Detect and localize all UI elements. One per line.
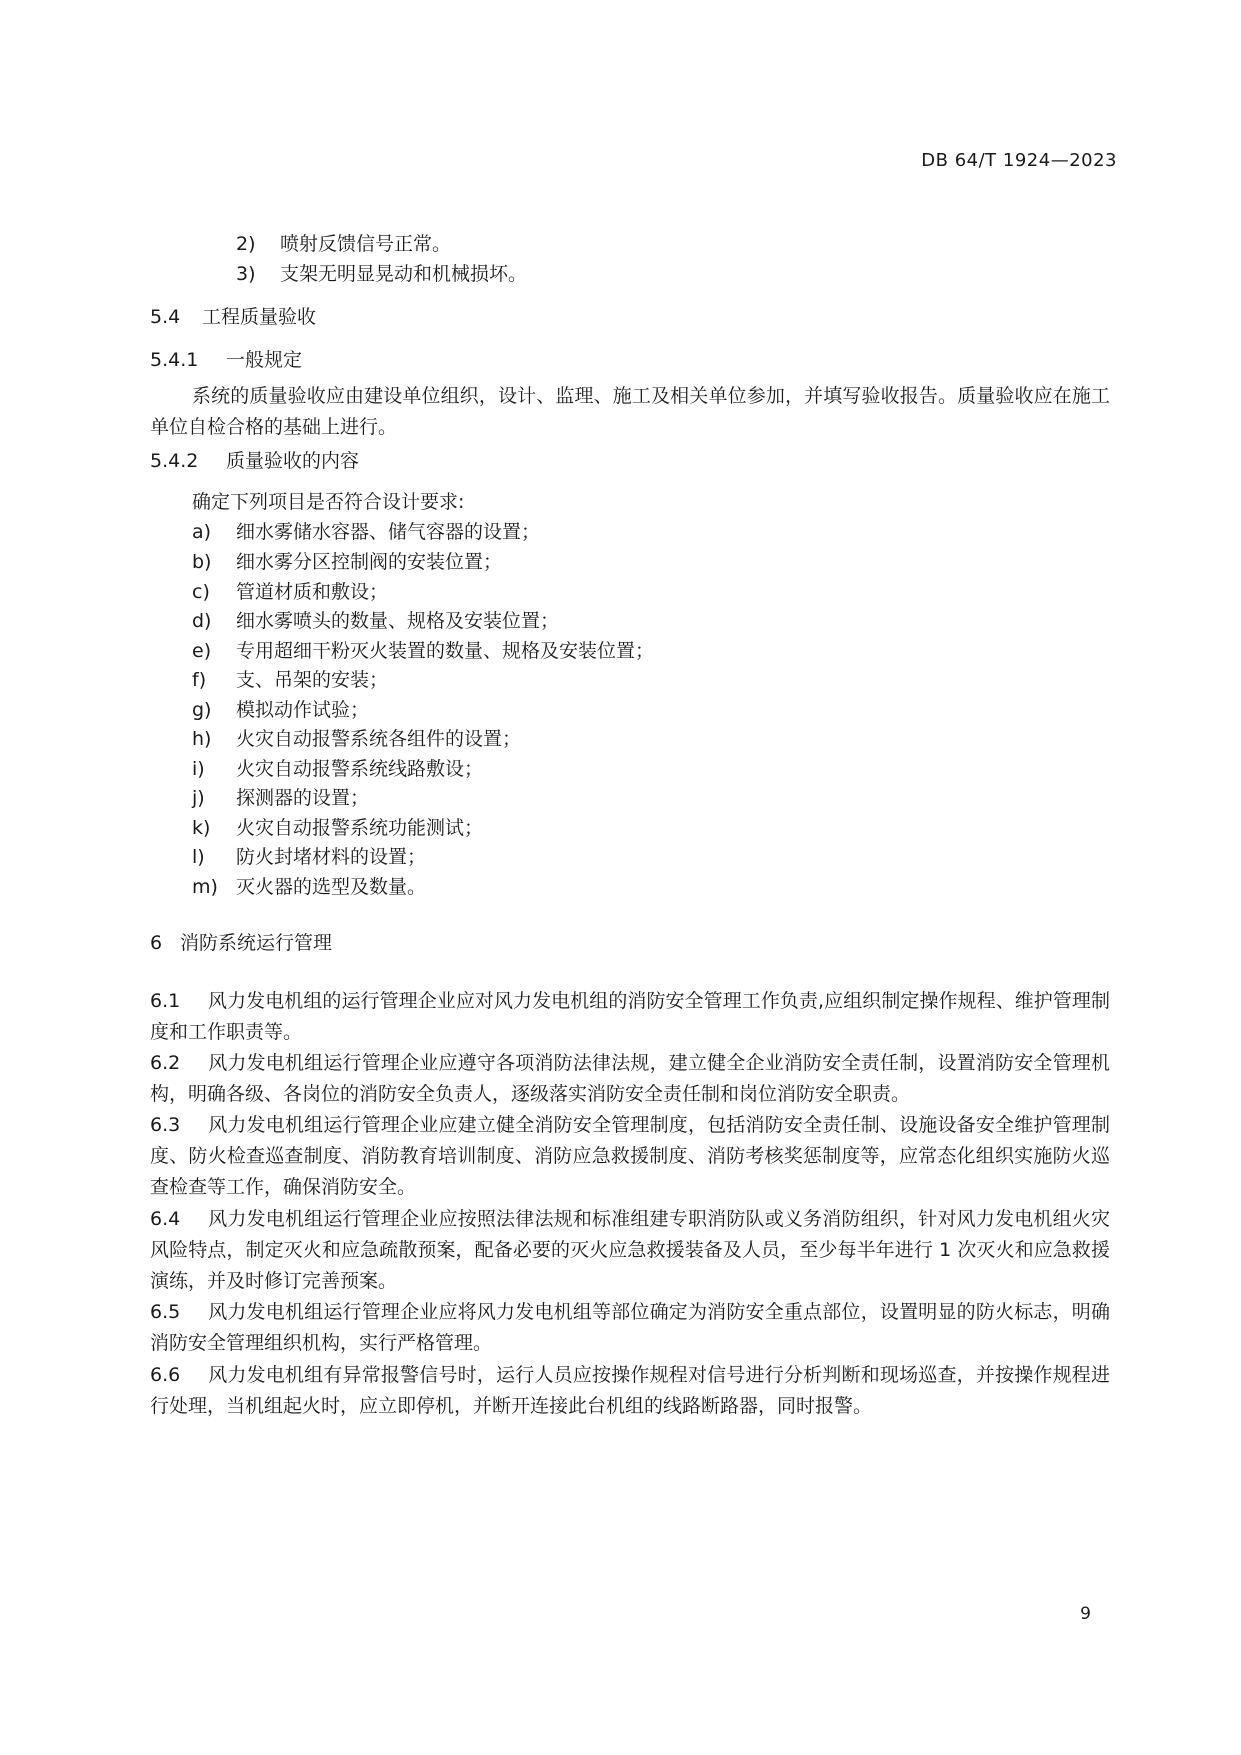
list-item-number: 2) bbox=[236, 233, 256, 255]
clause-6-5 bbox=[150, 1297, 1110, 1359]
section-number: 5.4.2 bbox=[150, 450, 199, 472]
list-item-number: h) bbox=[192, 728, 212, 750]
clause-number: 6.1 bbox=[150, 990, 181, 1012]
list-item bbox=[192, 842, 426, 869]
clause-6-6 bbox=[150, 1360, 1110, 1422]
list-item-number: 3) bbox=[236, 263, 256, 285]
clause-number: 6.2 bbox=[150, 1052, 181, 1074]
list-item bbox=[192, 872, 426, 899]
list-item-number: i) bbox=[192, 758, 205, 780]
list-item bbox=[192, 695, 369, 722]
list-item bbox=[236, 229, 451, 256]
list-item bbox=[192, 754, 483, 781]
list-item-number: k) bbox=[192, 817, 211, 839]
section-heading-5-4 bbox=[150, 302, 316, 329]
list-item-text: 火灾自动报警系统功能测试； bbox=[236, 817, 484, 839]
list-item bbox=[192, 813, 483, 840]
list-item bbox=[192, 783, 369, 810]
list-item-text: 管道材质和敷设； bbox=[236, 581, 389, 603]
list-item-number: f) bbox=[192, 669, 207, 691]
clause-text: 风力发电机组运行管理企业应建立健全消防安全管理制度，包括消防安全责任制、设施设备安全维护管理制度、防火检查巡查制度、消防教育培训制度、消防应急救援制度、消防考核奖惩制度等，应常态化组织实施防火巡查检查等工作，确保消防安全。 bbox=[150, 1114, 1110, 1198]
list-item-text: 细水雾喷头的数量、规格及安装位置； bbox=[236, 610, 560, 632]
list-item bbox=[192, 606, 559, 633]
list-item-number: m) bbox=[192, 876, 218, 898]
section-number: 5.4 bbox=[150, 306, 181, 328]
list-item bbox=[192, 547, 502, 574]
list-item-text: 模拟动作试验； bbox=[236, 699, 370, 721]
section-number: 5.4.1 bbox=[150, 349, 199, 371]
clause-6-3 bbox=[150, 1110, 1110, 1203]
list-item-number: g) bbox=[192, 699, 212, 721]
clause-number: 6.4 bbox=[150, 1208, 181, 1230]
list-item-number: e) bbox=[192, 640, 212, 662]
list-item-number: b) bbox=[192, 551, 212, 573]
list-item bbox=[236, 259, 527, 286]
list-item-number: d) bbox=[192, 610, 212, 632]
clause-number: 6.5 bbox=[150, 1301, 181, 1323]
section-heading-5-4-2 bbox=[150, 446, 359, 473]
paragraph-general-rules: 系统的质量验收应由建设单位组织，设计、监理、施工及相关单位参加，并填写验收报告。质量验收应在施工单位自检合格的基础上进行。 bbox=[150, 385, 1110, 438]
list-item-text: 支架无明显晃动和机械损坏。 bbox=[280, 263, 528, 285]
clause-number: 6.6 bbox=[150, 1364, 181, 1386]
list-item-text: 火灾自动报警系统各组件的设置； bbox=[236, 728, 522, 750]
list-item-text: 探测器的设置； bbox=[236, 787, 370, 809]
section-title: 一般规定 bbox=[226, 349, 303, 371]
section-heading-5-4-1 bbox=[150, 345, 302, 372]
clause-text: 风力发电机组运行管理企业应将风力发电机组等部位确定为消防安全重点部位，设置明显的防火标志，明确消防安全管理组织机构，实行严格管理。 bbox=[150, 1301, 1110, 1354]
clause-number: 6.3 bbox=[150, 1114, 181, 1136]
list-item-number: a) bbox=[192, 521, 212, 543]
list-item bbox=[192, 636, 654, 663]
list-item-number: j) bbox=[192, 787, 205, 809]
list-item-text: 细水雾储水容器、储气容器的设置； bbox=[236, 521, 541, 543]
list-item-text: 火灾自动报警系统线路敷设； bbox=[236, 758, 484, 780]
page-number: 9 bbox=[1080, 1604, 1091, 1624]
chapter-title: 消防系统运行管理 bbox=[180, 932, 333, 954]
list-item bbox=[192, 517, 540, 544]
section-title: 工程质量验收 bbox=[202, 306, 317, 328]
list-item-text: 喷射反馈信号正常。 bbox=[280, 233, 452, 255]
list-item bbox=[192, 577, 388, 604]
section-title: 质量验收的内容 bbox=[226, 450, 360, 472]
clause-text: 风力发电机组运行管理企业应按照法律法规和标准组建专职消防队或义务消防组织，针对风力发电机组火灾风险特点，制定灭火和应急疏散预案，配备必要的灭火应急救援装备及人员，至少每半年进行 1 次灭火和应急救援演练，并及时修订完善预案。 bbox=[150, 1208, 1110, 1292]
list-item-text: 细水雾分区控制阀的安装位置； bbox=[236, 551, 503, 573]
list-item-number: l) bbox=[192, 846, 205, 868]
list-item-text: 支、吊架的安装； bbox=[236, 669, 389, 691]
chapter-heading-6 bbox=[150, 928, 332, 955]
clause-6-1 bbox=[150, 986, 1110, 1048]
list-item bbox=[192, 665, 388, 692]
clause-text: 风力发电机组的运行管理企业应对风力发电机组的消防安全管理工作负责,应组织制定操作规程、维护管理制度和工作职责等。 bbox=[150, 990, 1110, 1043]
list-item-text: 灭火器的选型及数量。 bbox=[236, 876, 427, 898]
clause-text: 风力发电机组有异常报警信号时，运行人员应按操作规程对信号进行分析判断和现场巡查，并按操作规程进行处理，当机组起火时，应立即停机，并断开连接此台机组的线路断路器，同时报警。 bbox=[150, 1364, 1110, 1417]
list-intro: 确定下列项目是否符合设计要求: bbox=[192, 491, 465, 513]
clause-6-2 bbox=[150, 1048, 1110, 1110]
chapter-number: 6 bbox=[150, 932, 163, 954]
clause-6-4 bbox=[150, 1204, 1110, 1297]
list-item-number: c) bbox=[192, 581, 210, 603]
clause-text: 风力发电机组运行管理企业应遵守各项消防法律法规，建立健全企业消防安全责任制，设置消防安全管理机构，明确各级、各岗位的消防安全负责人，逐级落实消防安全责任制和岗位消防安全职责。 bbox=[150, 1052, 1110, 1105]
list-item-text: 防火封堵材料的设置； bbox=[236, 846, 427, 868]
standard-number: DB 64/T 1924—2023 bbox=[921, 150, 1117, 171]
list-item bbox=[192, 724, 521, 751]
list-item-text: 专用超细干粉灭火装置的数量、规格及安装位置； bbox=[236, 640, 655, 662]
